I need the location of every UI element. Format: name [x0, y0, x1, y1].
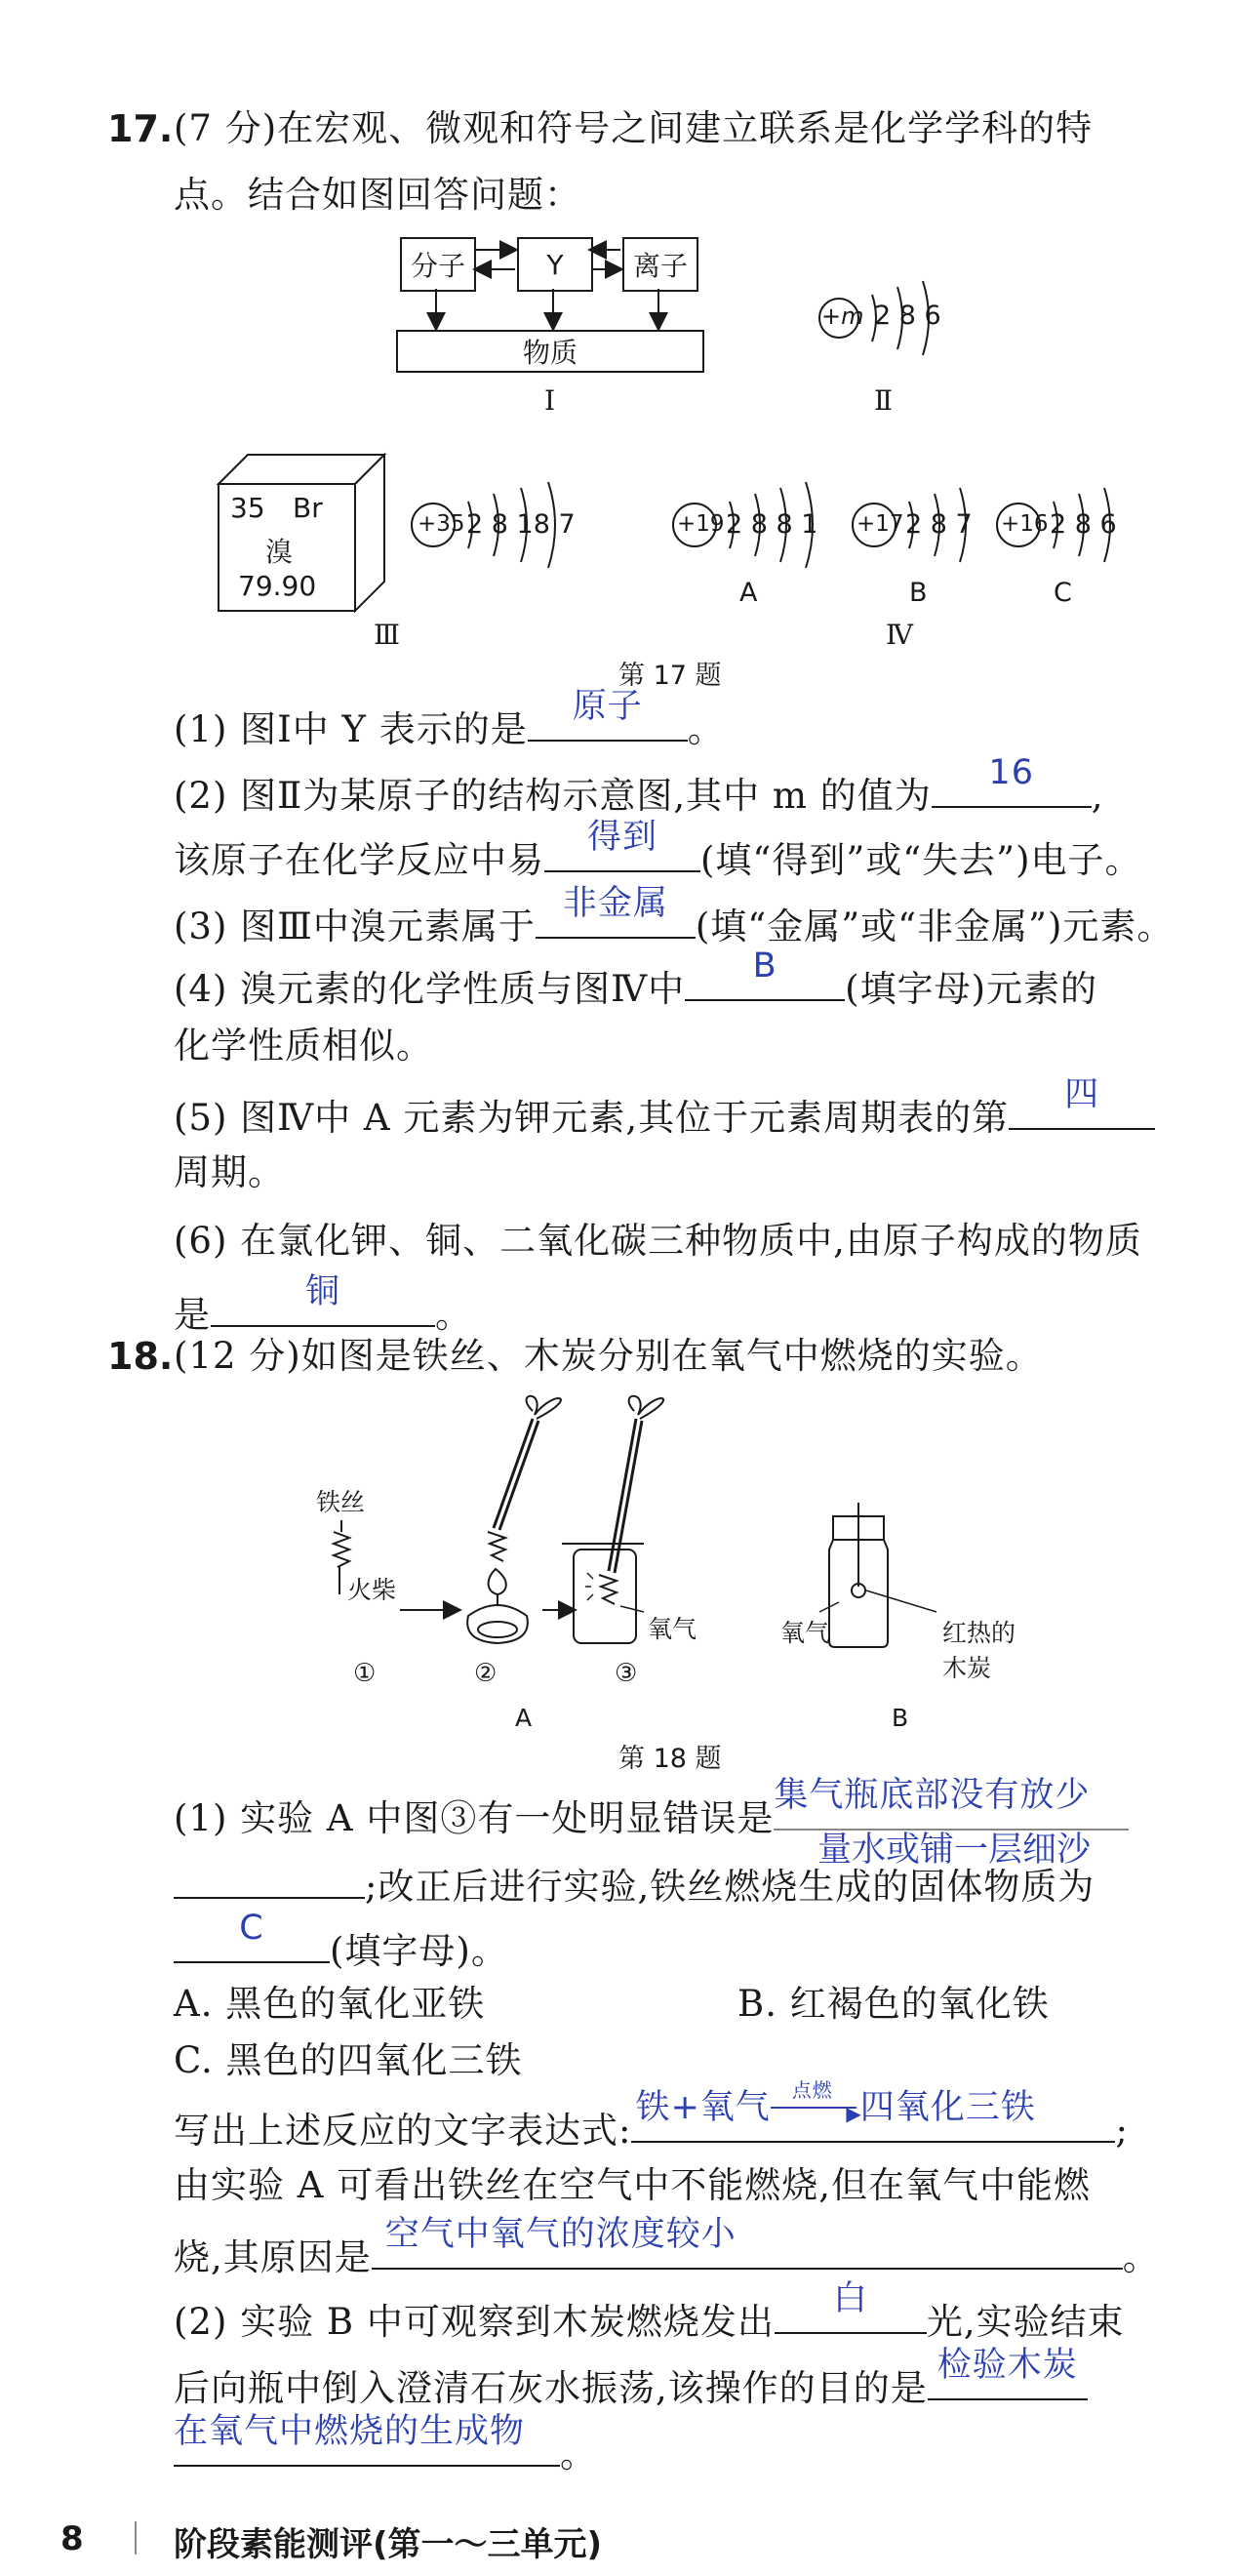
q18-equation-text: 写出上述反应的文字表达式: — [174, 2110, 632, 2152]
fig3-element-name: 溴 — [265, 536, 294, 568]
q17-part2 — [174, 753, 1104, 818]
q17-part6b-answer: 铜 — [304, 1272, 340, 1311]
q17-part6b-text: 是 — [174, 1294, 211, 1336]
fig18-iron-wire-label: 铁丝 — [316, 1488, 366, 1516]
q17-part1-blank — [528, 687, 688, 742]
q18-equation — [174, 2078, 1129, 2153]
fig18-step3: ③ — [615, 1659, 638, 1688]
q18-reason-line2 — [174, 2215, 1160, 2279]
fig3-atomic-number: 35 — [230, 492, 265, 524]
fig18-step1: ① — [353, 1659, 377, 1688]
q18-reason-blank — [372, 2215, 1123, 2270]
q18-part2-answer: 白 — [832, 2279, 868, 2318]
q18-part1c-blank — [174, 1909, 330, 1963]
q18-equation-condition: 点燃 — [791, 2078, 833, 2102]
q17-stem-line1: (7 分)在宏观、微观和符号之间建立联系是化学学科的特 — [174, 107, 1094, 149]
fig18-oxygen-label-a: 氧气 — [648, 1615, 697, 1643]
q17-figure-caption: 第 17 题 — [618, 661, 722, 691]
q18-part2b-blank — [928, 2346, 1088, 2400]
q17-part2b-blank — [544, 818, 700, 872]
q18-reason-line1: 由实验 A 可看出铁丝在空气中不能燃烧,但在氧气中能燃 — [174, 2164, 1092, 2206]
fig18-b-label: B — [892, 1704, 909, 1732]
q18-option-b: B. 红褐色的氧化铁 — [737, 1983, 1050, 2025]
fig3-symbol: Br — [293, 492, 323, 524]
q17-part4-blank — [685, 946, 845, 1001]
q17-part4-answer: B — [752, 946, 777, 986]
fig1-arrows — [390, 234, 712, 342]
q18-part2-text: (2) 实验 B 中可观察到木炭燃烧发出 — [174, 2301, 775, 2343]
fig4-b-nucleus: +17 — [857, 511, 904, 537]
q18-equation-arrow: 点燃 ▶ — [771, 2086, 860, 2129]
q18-part1b-blank — [174, 1858, 365, 1899]
q18-part2c-answer: 在氧气中燃烧的生成物 — [174, 2412, 526, 2451]
footer-divider — [135, 2521, 137, 2555]
q18-reason-text: 烧,其原因是 — [174, 2236, 372, 2278]
q17-part5-text: (5) 图Ⅳ中 A 元素为钾元素,其位于元素周期表的第 — [174, 1097, 1010, 1139]
question-17-number: 17. — [107, 107, 174, 150]
q18-part2b — [174, 2346, 1088, 2410]
q17-part3-end: (填“金属”或“非金属”)元素。 — [695, 906, 1175, 947]
q17-part4-end: (填字母)元素的 — [845, 968, 1098, 1010]
fig18-apparatus — [312, 1386, 1054, 1708]
q17-part2-text: (2) 图Ⅱ为某原子的结构示意图,其中 m 的值为 — [174, 775, 932, 817]
q18-part1-text: (1) 实验 A 中图③有一处明显错误是 — [174, 1797, 775, 1839]
q17-part4-text: (4) 溴元素的化学性质与图Ⅳ中 — [174, 968, 686, 1010]
q18-equation-answer — [635, 2078, 1115, 2129]
fig18-charcoal-label: 木炭 — [942, 1654, 992, 1682]
q18-figure-caption: 第 18 题 — [618, 1744, 722, 1774]
q18-part2-blank — [775, 2279, 927, 2334]
q18-part2c-end: 。 — [560, 2434, 597, 2475]
q17-part6b-blank — [211, 1272, 435, 1327]
q17-part1-answer: 原子 — [572, 687, 643, 726]
fig4-a-label: A — [739, 578, 758, 608]
fig3-atomic-mass: 79.90 — [238, 570, 317, 602]
q18-option-c: C. 黑色的四氧化三铁 — [174, 2039, 523, 2081]
q18-reason-answer: 空气中氧气的浓度较小 — [384, 2215, 737, 2254]
fig4-c-nucleus: +16 — [1001, 511, 1049, 537]
q18-equation-left: 铁+氧气 — [635, 2088, 771, 2127]
fig1-substance-box: 物质 — [396, 330, 704, 373]
q18-equation-right: 四氧化三铁 — [859, 2088, 1036, 2127]
q18-equation-end: ; — [1115, 2110, 1129, 2152]
q18-part1c — [174, 1909, 508, 1973]
fig18-hot-label: 红热的 — [942, 1619, 1016, 1647]
q17-part3-answer: 非金属 — [562, 884, 668, 923]
q17-part3-blank — [536, 884, 696, 939]
footer-title: 阶段素能测评(第一～三单元) — [174, 2525, 603, 2564]
fig18-match-label: 火柴 — [347, 1576, 397, 1604]
q18-reason-end: 。 — [1122, 2236, 1160, 2278]
q17-part3-text: (3) 图Ⅲ中溴元素属于 — [174, 906, 536, 947]
q17-part2-blank — [932, 753, 1092, 808]
fig1-ion-box: 离子 — [622, 237, 698, 292]
q17-part6b-end: 。 — [435, 1294, 472, 1336]
fig1-molecule-box: 分子 — [400, 237, 476, 292]
q17-part2b-answer: 得到 — [586, 818, 657, 857]
fig18-step2: ② — [474, 1659, 498, 1688]
fig1-label: Ⅰ — [544, 384, 556, 417]
fig3-shells: 2 8 18 7 — [466, 509, 576, 540]
q18-part2c — [174, 2412, 597, 2476]
fig4-label: Ⅳ — [886, 619, 913, 651]
fig2-nucleus: +m — [821, 302, 864, 330]
fig3-label: Ⅲ — [374, 619, 401, 651]
q17-part3 — [174, 884, 1175, 948]
q18-part1b-text: ;改正后进行实验,铁丝燃烧生成的固体物质为 — [365, 1866, 1096, 1908]
page-number: 8 — [60, 2519, 84, 2558]
q18-part2-end: 光,实验结束 — [926, 2301, 1125, 2343]
q18-option-a: A. 黑色的氧化亚铁 — [174, 1983, 486, 2025]
fig4-b-label: B — [909, 578, 928, 608]
q18-part1-answer1: 集气瓶底部没有放少 — [774, 1776, 1091, 1815]
q18-part2b-text: 后向瓶中倒入澄清石灰水振荡,该操作的目的是 — [174, 2367, 928, 2409]
q17-stem-line2: 点。结合如图回答问题： — [174, 174, 581, 216]
q17-part6: (6) 在氯化钾、铜、二氧化碳三种物质中,由原子构成的物质 — [174, 1220, 1142, 1262]
q18-part1c-text: (填字母)。 — [330, 1930, 508, 1972]
fig4-a-shells: 2 8 8 1 — [726, 509, 818, 540]
q18-part2c-blank — [174, 2412, 560, 2467]
fig1-y-box: Y — [517, 237, 593, 292]
q17-part2-answer: 16 — [988, 753, 1034, 792]
fig18-a-label: A — [515, 1704, 533, 1732]
q17-part1-text: (1) 图Ⅰ中 Y 表示的是 — [174, 708, 528, 750]
q17-part5 — [174, 1075, 1155, 1140]
q18-equation-blank — [631, 2078, 1115, 2143]
q17-part2b — [174, 818, 1142, 882]
q17-part2-end: , — [1091, 775, 1104, 817]
q17-part5-answer: 四 — [1064, 1075, 1100, 1114]
q18-part1-answer2: 量水或铺一层细沙 — [817, 1831, 1092, 1870]
q17-part1 — [174, 687, 725, 751]
q17-part2b-text: 该原子在化学反应中易 — [174, 839, 544, 881]
fig3-nucleus: +35 — [418, 511, 465, 537]
fig4-c-shells: 2 8 6 — [1050, 509, 1117, 540]
q17-part6b — [174, 1272, 472, 1337]
q17-part4b: 化学性质相似。 — [174, 1025, 433, 1067]
q17-part1-end: 。 — [687, 708, 725, 750]
q18-part2 — [174, 2279, 1125, 2344]
fig2-label: Ⅱ — [874, 384, 894, 417]
q18-part1c-answer: C — [239, 1909, 264, 1948]
fig4-c-label: C — [1054, 578, 1072, 608]
q17-part4 — [174, 946, 1098, 1011]
fig2-shells: 2 8 6 — [874, 301, 941, 331]
fig4-b-shells: 2 8 7 — [905, 509, 973, 540]
fig18-oxygen-label-b: 氧气 — [780, 1619, 830, 1647]
q18-part2b-answer: 检验木炭 — [936, 2346, 1078, 2385]
q17-part5-blank — [1009, 1075, 1155, 1130]
q17-part5b: 周期。 — [174, 1151, 285, 1193]
question-18-number: 18. — [107, 1335, 174, 1378]
q17-part2b-end: (填“得到”或“失去”)电子。 — [700, 839, 1142, 881]
q18-stem: (12 分)如图是铁丝、木炭分别在氧气中燃烧的实验。 — [174, 1335, 1043, 1377]
fig4-a-nucleus: +19 — [677, 511, 725, 537]
